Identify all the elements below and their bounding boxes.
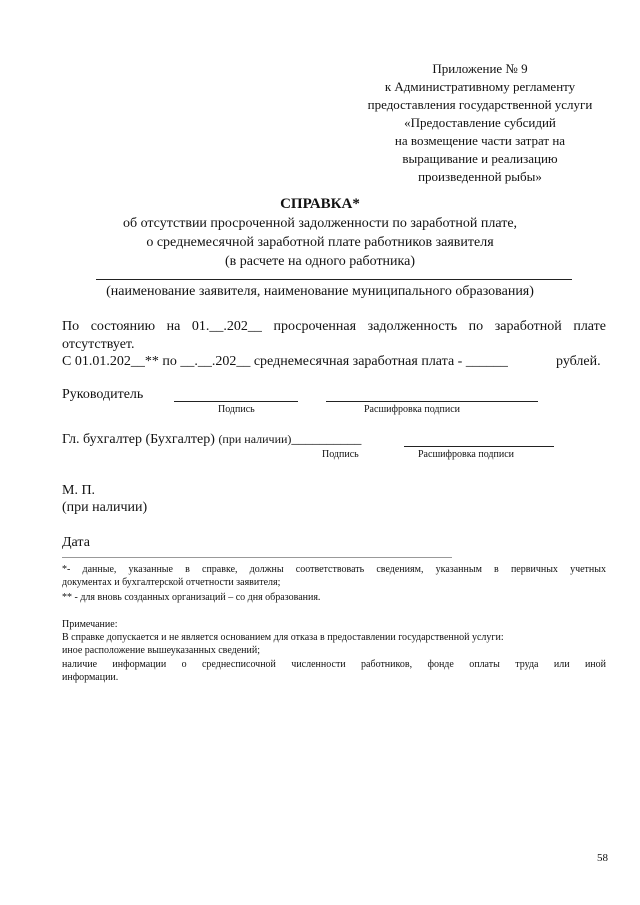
appendix-line: Приложение № 9 [432,61,528,76]
head-decoding-caption: Расшифровка подписи [364,404,460,415]
appendix-line: предоставления государственной услуги [367,97,593,112]
appendix-line: «Предоставление субсидий [404,115,556,130]
subtitle-line: о среднемесячной заработной плате работников заявителя [146,235,494,250]
subtitle-line: об отсутствии просроченной задолженности по заработной плате, [122,216,518,231]
accountant-signature-caption: Подпись [322,449,359,460]
currency-unit: рублей. [556,354,601,369]
note-heading: Примечание: [62,619,118,630]
note-line-1: В справке допускается и не является основанием для отказа в предоставлении государственной услуги: [62,632,504,643]
accountant-decoding-caption: Расшифровка подписи [418,449,514,460]
document-subtitle [60,214,580,271]
appendix-line: выращивание и реализацию [402,151,558,166]
note-line-4: информации. [62,672,119,683]
footnote-line-2: документах и бухгалтерской отчетности заявителя; [62,577,281,588]
subtitle-line: (в расчете на одного работника) [224,254,416,269]
head-signature-caption: Подпись [218,404,255,415]
body-line-2: отсутствует. [62,337,135,352]
body-line-3: С 01.01.202__** по __.__.202__ среднемесячная заработная плата - ______ [62,354,508,369]
head-decoding-line [326,401,538,402]
accountant-label [62,432,361,448]
stamp-note: (при наличии) [62,500,148,515]
accountant-decoding-line [404,446,554,447]
head-label: Руководитель [62,387,144,402]
body-line-1: По состоянию на 01.__.202__ просроченная задолженность по заработной плате [62,319,606,334]
note-line-3: наличие информации о среднесписочной численности работников, фонде оплаты труда или иной [62,659,606,670]
appendix-line: произведенной рыбы» [418,169,542,184]
stamp-label: М. П. [62,483,96,498]
footnote-line-1: *- данные, указанные в справке, должны соответствовать сведениям, указанным в первичных учетных [62,564,606,575]
note-line-2: иное расположение вышеуказанных сведений; [62,645,261,656]
footnote-line-3: ** - для вновь созданных организаций – со дня образования. [62,592,321,603]
date-label: Дата [62,535,90,550]
applicant-caption: (наименование заявителя, наименование муниципального образования) [106,284,534,299]
accountant-optional-note: (при наличии) [218,432,292,446]
page-number: 58 [597,852,608,864]
appendix-line: к Административному регламенту [384,79,576,94]
footnote-separator [62,557,452,558]
accountant-title: Гл. бухгалтер (Бухгалтер) [62,432,215,447]
accountant-signature-blank: __________ [291,432,362,447]
head-signature-line [174,401,298,402]
document-title: СПРАВКА* [280,196,360,212]
appendix-header [340,60,620,186]
applicant-name-line [96,279,572,280]
appendix-line: на возмещение части затрат на [394,133,566,148]
